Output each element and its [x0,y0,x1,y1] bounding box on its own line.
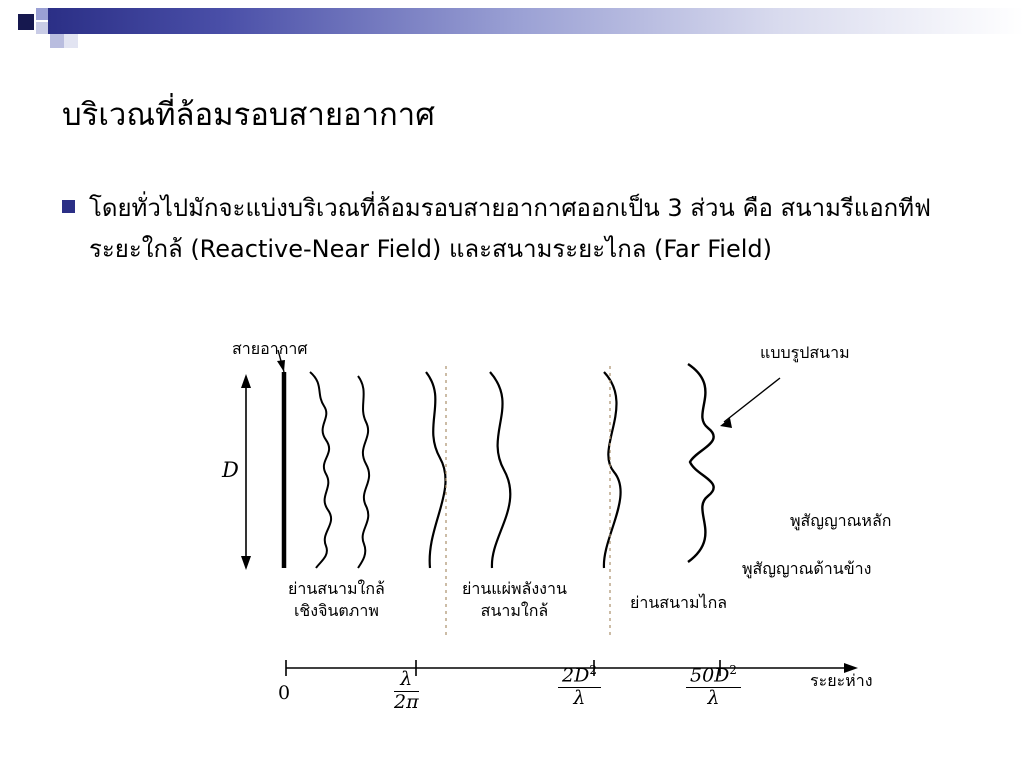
axis-tick-3-denominator: λ [707,687,720,710]
radiating-near-field-curve-2 [490,372,510,568]
label-main-lobe: พูสัญญาณหลัก [790,511,892,530]
reactive-near-field-curve-2 [358,376,369,568]
deco-square-2 [36,8,48,20]
axis-tick-0: 0 [278,682,291,704]
reactive-near-field-curve-1 [310,372,331,568]
deco-square-1 [18,14,34,30]
axis-tick-2-denominator: λ [573,687,586,710]
axis-tick-50d2-over-lambda [686,664,741,709]
axis-tick-1-numerator: λ [394,670,419,692]
axis-tick-2-numerator: $2D^2$ [558,664,601,688]
far-field-curve-1 [604,372,621,568]
label-antenna: สายอากาศ [232,339,308,358]
label-region-reactive-near-line2: เชิงจินตภาพ [293,600,379,620]
label-region-far-field: ย่านสนามไกล [630,593,728,612]
axis-tick-2d2-over-lambda [558,664,601,709]
label-distance-axis: ระยะห่าง [810,671,873,690]
bullet-item-text: โดยทั่วไปมักจะแบ่งบริเวณที่ล้อมรอบสายอากาศออกเป็น 3 ส่วน คือ สนามรีแอกทีฟระยะใกล้ (Reactive-Near Field) และสนามระยะไกล (Far Field) [89,194,932,264]
label-region-radiating-near [462,578,567,621]
slide-header-decoration [0,0,1024,58]
axis-tick-3-numerator: $50D^2$ [686,664,741,688]
bullet-list [62,188,962,271]
label-aperture-d: D [222,458,239,482]
far-field-pattern-lobes [688,364,714,562]
label-region-radiating-near-line2: สนามใกล้ [480,600,549,620]
label-region-radiating-near-line1: ย่านแผ่พลังงาน [462,579,567,598]
label-region-reactive-near [288,578,385,621]
pattern-leader-arrow [720,418,732,428]
deco-square-5 [64,34,78,48]
antenna-field-regions-figure [190,330,990,750]
label-region-reactive-near-line1: ย่านสนามใกล้ [288,579,385,598]
header-gradient-bar [48,8,1024,34]
axis-tick-1-denominator: 2π [394,690,419,713]
deco-square-4 [50,34,64,48]
antenna-leader-arrow [277,360,285,372]
pattern-leader-line [724,378,780,422]
bullet-marker-icon [62,200,75,213]
deco-square-3 [36,22,48,34]
axis-tick-lambda-over-2pi [394,670,419,713]
page-title: บริเวณที่ล้อมรอบสายอากาศ [62,97,435,133]
aperture-dimension-arrow [241,374,251,570]
radiating-near-field-curve-1 [426,372,446,568]
label-field-pattern: แบบรูปสนาม [760,343,850,362]
label-side-lobe: พูสัญญาณด้านข้าง [742,559,872,578]
